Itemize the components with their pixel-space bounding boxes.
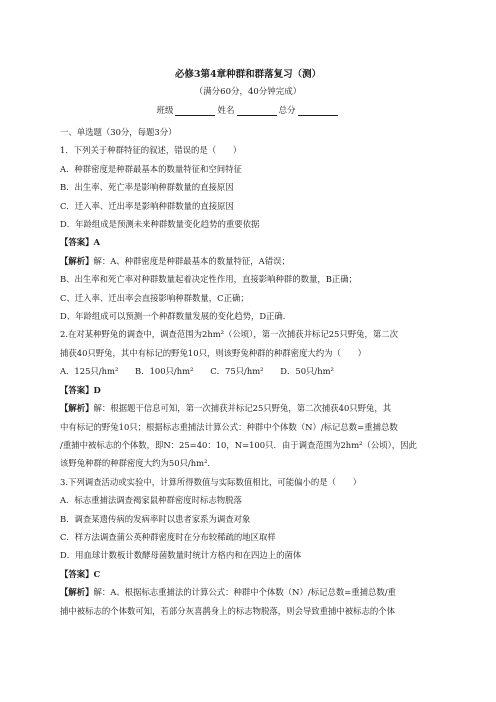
q1-analysis-line-3: C、迁入率、迁出率会直接影响种群数量，C正确； xyxy=(60,292,249,303)
q3-stem: 3.下列调查活动或实验中，计算所得数值与实际数值相比，可能偏小的是（ ） xyxy=(60,476,362,487)
analysis-label: 【解析】 xyxy=(60,255,94,266)
q3-option-b: B．调查某遗传病的发病率时以患者家系为调查对象 xyxy=(60,513,251,524)
q1-option-b: B．出生率、死亡率是影响种群数量的直接原因 xyxy=(60,182,234,193)
q2-answer xyxy=(60,381,440,399)
answer-label: 【答案】 xyxy=(60,568,94,579)
answer-label: 【答案】 xyxy=(60,384,94,395)
q2-options: A．125只/hm² B．100只/hm² C．75只/hm² D．50只/hm² xyxy=(60,366,334,377)
analysis-text: 解：根据题干信息可知，第一次捕获并标记25只野兔，第二次捕获40只野兔，其 xyxy=(93,403,392,414)
student-info-line xyxy=(0,104,496,116)
q2-analysis-line-4: 该野兔种群的种群密度大约为50只/hm². xyxy=(60,458,211,469)
q1-option-a: A．种群密度是种群最基本的数量特征和空间特征 xyxy=(60,163,242,174)
score-label: 总分 xyxy=(278,106,296,116)
analysis-text: 解：A、根据标志重捕法的计算公式：种群中个体数（N）/标记总数=重捕总数/重 xyxy=(93,587,396,598)
page-title: 必修3第4章种群和群落复习（测） xyxy=(174,69,322,80)
q3-option-a: A．标志重捕法调查褐家鼠种群密度时标志物脱落 xyxy=(60,495,242,506)
q2-stem-line-1: 2.在对某种野兔的调查中，调查范围为2hm²（公顷），第一次捕获并标记25只野兔，第二次 xyxy=(60,329,398,340)
q2-analysis-line-3: /重捕中被标志的个体数，即N：25=40：10，N=100只．由于调查范围为2hm²（公顷），因此 xyxy=(60,439,417,450)
q3-analysis-line-2: 捕中被标志的个体数可知，若部分灰喜鹊身上的标志物脱落，则会导致重捕中被标志的个体 xyxy=(60,605,395,616)
q1-stem: 1．下列关于种群特征的叙述，错误的是（ ） xyxy=(60,145,242,156)
q3-answer xyxy=(60,565,440,583)
name-label: 姓名 xyxy=(217,106,235,116)
section-heading: 一、单选题（30分，每题3分） xyxy=(60,127,177,137)
answer-value: A xyxy=(93,237,100,248)
q1-analysis-line-2: B、出生率和死亡率对种群数量起着决定性作用，直接影响种群的数量，B正确； xyxy=(60,274,358,285)
score-blank[interactable] xyxy=(298,106,338,116)
question-content xyxy=(60,123,440,620)
q2-analysis-line-1 xyxy=(60,399,440,417)
q3-option-c: C．样方法调查蒲公英种群密度时在分布较稀疏的地区取样 xyxy=(60,531,276,542)
analysis-label: 【解析】 xyxy=(60,403,94,414)
q1-analysis-line-1 xyxy=(60,252,440,270)
q2-stem-line-2: 捕获40只野兔，其中有标记的野兔10只，则该野兔种群的种群密度大约为（ ） xyxy=(60,347,367,358)
answer-value: C xyxy=(93,568,101,579)
analysis-text: 解：A、种群密度是种群最基本的数量特征，A错误； xyxy=(93,255,290,266)
answer-label: 【答案】 xyxy=(60,237,94,248)
q1-answer xyxy=(60,233,440,251)
name-blank[interactable] xyxy=(237,106,277,116)
class-blank[interactable] xyxy=(175,106,215,116)
q2-analysis-line-2: 中有标记的野兔10只；根据标志重捕法计算公式：种群中个体数（N）/标记总数=重捕总数 xyxy=(60,421,398,432)
class-label: 班级 xyxy=(156,106,174,116)
page-subtitle: （满分60分，40分钟完成） xyxy=(194,87,302,97)
analysis-label: 【解析】 xyxy=(60,587,94,598)
q3-analysis-line-1 xyxy=(60,583,440,601)
answer-value: D xyxy=(93,384,101,395)
q3-option-d: D．用血球计数板计数酵母菌数量时统计方格内和在四边上的菌体 xyxy=(60,550,302,561)
q1-analysis-line-4: D、年龄组成可以预测一个种群数量发展的变化趋势，D正确. xyxy=(60,311,286,322)
q1-option-c: C．迁入率、迁出率是影响种群数量的直接原因 xyxy=(60,200,234,211)
q1-option-d: D．年龄组成是预测未来种群数量变化趋势的重要依据 xyxy=(60,219,260,230)
